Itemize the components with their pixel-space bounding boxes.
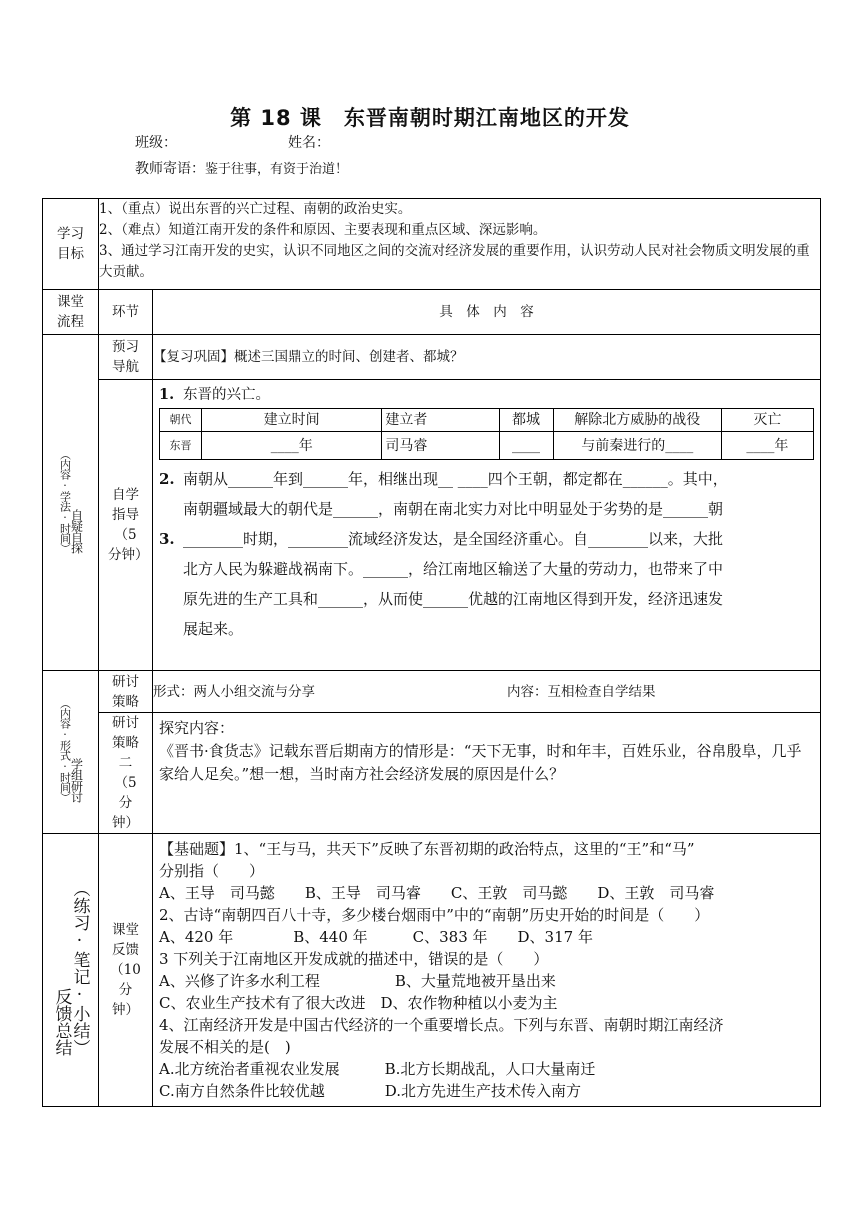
question-3-number: 3. — [159, 530, 175, 548]
feedback-line: A.北方统治者重视农业发展 B.北方长期战乱，人口大量南迁 — [159, 1060, 596, 1078]
discussion-strategy-2-label: 研讨策略二（5 分钟） — [99, 713, 153, 834]
table-header-cell: 灭亡 — [721, 409, 813, 432]
preview-label: 预习导航 — [99, 335, 153, 380]
question-3 — [159, 524, 814, 644]
question-1 — [159, 384, 814, 406]
section-self-explore — [43, 335, 99, 671]
discussion-content: 内容：互相检查自学结果 — [507, 683, 656, 700]
section-group-discuss-sub: （内容·形式·时间） — [58, 698, 72, 802]
feedback-line: 4、江南经济开发是中国古代经济的一个重要增长点。下列与东晋、南朝时期江南经济 — [159, 1016, 724, 1034]
table-cell: 与前秦进行的____ — [553, 432, 721, 460]
question-3-line: 原先进的生产工具和______，从而使______优越的江南地区得到开发，经济迅速发 — [183, 590, 724, 608]
goals-content — [99, 199, 821, 290]
table-header-cell: 都城 — [499, 409, 553, 432]
section-feedback — [43, 834, 99, 1107]
feedback-line: C、农业生产技术有了很大改进 D、农作物种植以小麦为主 — [159, 994, 558, 1012]
explore-title: 探究内容： — [159, 719, 235, 737]
table-header-cell: 朝代 — [160, 409, 202, 432]
feedback-line: 发展不相关的是( ) — [159, 1038, 291, 1056]
feedback-line: A、兴修了许多水利工程 B、大量荒地被开垦出来 — [159, 972, 556, 990]
table-cell: 司马睿 — [382, 432, 499, 460]
section-feedback-sub: （练习·笔记·小结） — [69, 880, 90, 1056]
self-study-label: 自学指导（5 分钟） — [99, 380, 153, 671]
question-2-line: 南朝从______年到______年，相继出现__ ____四个王朝，都定都在______。其中， — [183, 470, 728, 488]
discussion-strategy-1-content — [153, 671, 821, 713]
table-cell: 东晋 — [160, 432, 202, 460]
goals-row — [43, 199, 821, 290]
section-group-discuss-label: 学组研讨 — [69, 758, 84, 802]
section-feedback-label: 反馈总结 — [51, 988, 72, 1056]
question-2-line: 南朝疆域最大的朝代是______，南朝在南北实力对比中明显处于劣势的是______朝 — [183, 500, 724, 518]
discussion-row-1 — [43, 671, 821, 713]
table-cell: ____ — [499, 432, 553, 460]
goal-item: 3、通过学习江南开发的史实，认识不同地区之间的交流对经济发展的重要作用，认识劳动人民对社会物质文明发展的重大贡献。 — [99, 243, 810, 280]
table-cell: ____年 — [721, 432, 813, 460]
teacher-motto — [135, 158, 348, 178]
feedback-line: 2、古诗“南朝四百八十寺，多少楼台烟雨中”中的“南朝”历史开始的时间是（ ） — [159, 906, 710, 924]
goals-label: 学习目标 — [43, 199, 99, 290]
feedback-line: 分别指（ ） — [159, 862, 265, 880]
table-cell: ____年 — [202, 432, 382, 460]
preview-content: 【复习巩固】概述三国鼎立的时间、创建者、都城？ — [153, 335, 821, 380]
goal-item: 1、（重点）说出东晋的兴亡过程、南朝的政治史实。 — [99, 201, 412, 217]
table-header-cell: 解除北方威胁的战役 — [553, 409, 721, 432]
question-3-line: ________时期，________流域经济发达，是全国经济重心。自________以来，大批 — [183, 530, 724, 548]
self-study-row — [43, 380, 821, 671]
discussion-form: 形式：两人小组交流与分享 — [153, 683, 315, 700]
table-header-cell: 建立时间 — [202, 409, 382, 432]
question-2-number: 2. — [159, 470, 175, 488]
preview-row — [43, 335, 821, 380]
feedback-row — [43, 834, 821, 1107]
class-label: 班级： — [135, 135, 177, 151]
section-group-discuss — [43, 671, 99, 834]
feedback-label: 课堂反馈（10 分钟） — [99, 834, 153, 1107]
question-1-number: 1. — [159, 386, 175, 403]
feedback-line: A、420 年 B、440 年 C、383 年 D、317 年 — [159, 928, 593, 946]
lesson-table — [42, 198, 821, 1107]
eastern-jin-table — [159, 408, 814, 460]
motto-text: 鉴于往事，有资于治道！ — [205, 162, 349, 177]
goal-item: 2、（难点）知道江南开发的条件和原因、主要表现和重点区域、深远影响。 — [99, 222, 547, 238]
flow-header-content: 具 体 内 容 — [153, 290, 821, 335]
question-1-text: 东晋的兴亡。 — [183, 387, 270, 403]
explore-text: 《晋书·食货志》记载东晋后期南方的情形是：“天下无事，时和年丰，百姓乐业，谷帛殷阜，几乎家给人足矣。”想一想，当时南方社会经济发展的原因是什么？ — [159, 742, 802, 783]
flow-header-row — [43, 290, 821, 335]
question-3-line: 北方人民为躲避战祸南下。______，给江南地区输送了大量的劳动力，也带来了中 — [183, 560, 724, 578]
eastern-jin-table-row — [160, 432, 814, 460]
discussion-strategy-1-label: 研讨策略 — [99, 671, 153, 713]
feedback-line: A、王导 司马懿 B、王导 司马睿 C、王敦 司马懿 D、王敦 司马睿 — [159, 884, 715, 902]
section-self-explore-sub: （内容·学法·时间） — [58, 448, 72, 553]
discussion-strategy-2-content — [153, 713, 821, 834]
name-label: 姓名： — [288, 135, 330, 151]
page-title: 第 18 课 东晋南朝时期江南地区的开发 — [230, 106, 630, 130]
question-3-line: 展起来。 — [183, 620, 244, 638]
feedback-content — [153, 834, 821, 1107]
section-self-explore-label: 自疑自探 — [69, 508, 84, 553]
flow-header-step: 环节 — [99, 290, 153, 335]
eastern-jin-table-header — [160, 409, 814, 432]
motto-label: 教师寄语： — [135, 161, 205, 177]
flow-header-process: 课堂流程 — [43, 290, 99, 335]
feedback-line: C.南方自然条件比较优越 D.北方先进生产技术传入南方 — [159, 1082, 581, 1100]
table-header-cell: 建立者 — [382, 409, 499, 432]
discussion-row-2 — [43, 713, 821, 834]
feedback-line: 3 下列关于江南地区开发成就的描述中，错误的是（ ） — [159, 950, 549, 968]
feedback-line: 【基础题】1、“王与马，共天下”反映了东晋初期的政治特点，这里的“王”和“马” — [159, 840, 695, 858]
self-study-content — [153, 380, 821, 671]
question-2 — [159, 464, 814, 524]
